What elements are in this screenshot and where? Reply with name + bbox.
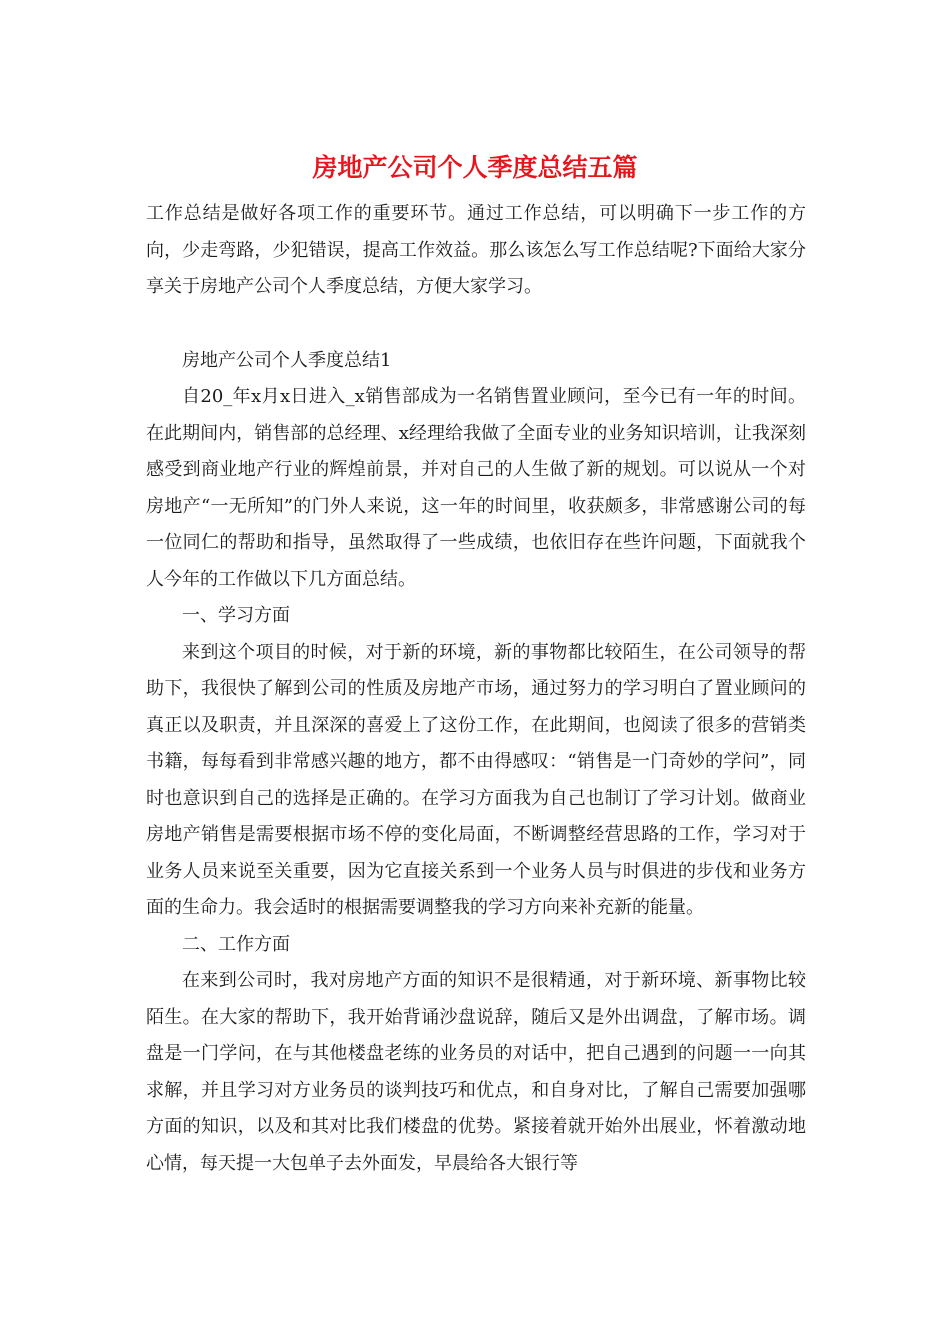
section-title: 房地产公司个人季度总结1 [182, 349, 392, 371]
body-paragraph-3: 在来到公司时，我对房地产方面的知识不是很精通，对于新环境、新事物比较陌生。在大家的帮助下，我开始背诵沙盘说辞，随后又是外出调盘，了解市场。调盘是一门学问，在与其他楼盘老练的业务员的对话中，把自己遇到的问题一一向其求解，并且学习对方业务员的谈判技巧和优点，和自身对比，了解自己需要加强哪方面的知识，以及和其对比我们楼盘的优势。紧接着就开始外出展业，怀着激动地心情，每天提一大包单子去外面发，早晨给各大银行等 [146, 970, 806, 1174]
document-body [146, 196, 806, 1182]
intro-paragraph: 工作总结是做好各项工作的重要环节。通过工作总结，可以明确下一步工作的方向，少走弯路，少犯错误，提高工作效益。那么该怎么写工作总结呢?下面给大家分享关于房地产公司个人季度总结，方便大家学习。 [146, 203, 806, 297]
subheading-work: 二、工作方面 [182, 933, 290, 955]
body-paragraph-2: 来到这个项目的时候，对于新的环境，新的事物都比较陌生，在公司领导的帮助下，我很快了解到公司的性质及房地产市场，通过努力的学习明白了置业顾问的真正以及职责，并且深深的喜爱上了这份工作，在此期间，也阅读了很多的营销类书籍，每每看到非常感兴趣的地方，都不由得感叹：“销售是一门奇妙的学问”，同时也意识到自己的选择是正确的。在学习方面我为自己也制订了学习计划。做商业房地产销售是需要根据市场不停的变化局面，不断调整经营思路的工作，学习对于业务人员来说至关重要，因为它直接关系到一个业务人员与时俱进的步伐和业务方面的生命力。我会适时的根据需要调整我的学习方向来补充新的能量。 [146, 641, 806, 918]
body-paragraph-1: 自20_年x月x日进入_x销售部成为一名销售置业顾问，至今已有一年的时间。在此期间内，销售部的总经理、x经理给我做了全面专业的业务知识培训，让我深刻感受到商业地产行业的辉煌前景，并对自己的人生做了新的规划。可以说从一个对房地产“一无所知”的门外人来说，这一年的时间里，收获颇多，非常感谢公司的每一位同仁的帮助和指导，虽然取得了一些成绩，也依旧存在些许问题，下面就我个人今年的工作做以下几方面总结。 [146, 386, 806, 590]
paragraph-spacer [146, 306, 806, 343]
subheading-learning: 一、学习方面 [182, 605, 290, 626]
document-title: 房地产公司个人季度总结五篇 [312, 153, 638, 182]
